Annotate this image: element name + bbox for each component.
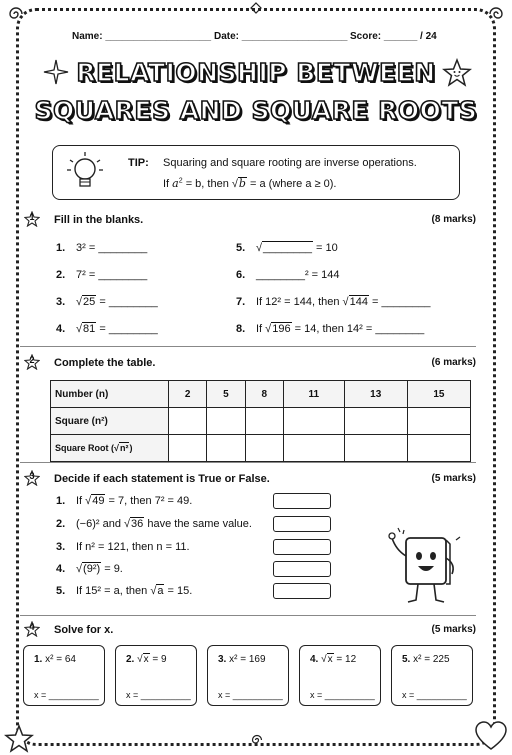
tf-answer-box-2[interactable] [273, 516, 331, 532]
fill-item-2[interactable]: 2. 7² = ________ [56, 269, 148, 281]
fill-item-3[interactable]: 3. √25 = ________ [56, 296, 158, 308]
section-divider [20, 346, 476, 347]
section-divider [20, 462, 476, 463]
page-title-line-1: RELATIONSHIP BETWEEN [76, 58, 436, 87]
table-row-square [51, 408, 471, 435]
score-field[interactable]: Score: ______ / 24 [350, 31, 437, 42]
table-row-square-root [51, 435, 471, 462]
tf-statement-1: 1. If √49 = 7, then 7² = 49. [56, 495, 193, 507]
row-label-square: Square (n²) [51, 408, 169, 435]
star-icon [4, 724, 34, 754]
section-divider [20, 615, 476, 616]
section-1-title: Fill in the blanks. [54, 214, 144, 226]
fill-item-4[interactable]: 4. √81 = ________ [56, 323, 158, 335]
answer-cell[interactable] [283, 435, 344, 462]
solve-problem-3: 3. x² = 169 [218, 654, 266, 665]
lightbulb-icon [64, 150, 106, 195]
solve-answer-4[interactable]: x = __________ [310, 690, 375, 700]
solve-answer-1[interactable]: x = __________ [34, 690, 99, 700]
tf-answer-box-3[interactable] [273, 539, 331, 555]
section-4-marks: (5 marks) [431, 624, 476, 635]
tf-statement-2: 2. (−6)² and √36 have the same value. [56, 518, 252, 530]
answer-cell[interactable] [283, 408, 344, 435]
solve-problem-5: 5. x² = 225 [402, 654, 450, 665]
tf-answer-box-1[interactable] [273, 493, 331, 509]
solve-answer-2[interactable]: x = __________ [126, 690, 191, 700]
answer-cell[interactable] [407, 408, 470, 435]
name-field[interactable]: Name: ___________________ [72, 31, 212, 42]
table-cell: 8 [245, 381, 283, 408]
solve-box-3[interactable] [207, 645, 289, 706]
answer-cell[interactable] [344, 408, 407, 435]
table-cell: 11 [283, 381, 344, 408]
section-4-number: 4 [29, 622, 35, 632]
solve-box-4[interactable] [299, 645, 381, 706]
answer-cell[interactable] [245, 435, 283, 462]
tf-statement-5: 5. If 15² = a, then √a = 15. [56, 585, 193, 597]
solve-problem-1: 1. x² = 64 [34, 654, 76, 665]
heart-icon [474, 720, 508, 752]
fill-item-8[interactable]: 8. If √196 = 14, then 14² = ________ [236, 323, 425, 335]
solve-problem-4: 4. √x = 12 [310, 654, 357, 665]
table-row-number [51, 381, 471, 408]
section-2-marks: (6 marks) [431, 357, 476, 368]
solve-answer-3[interactable]: x = __________ [218, 690, 283, 700]
tip-text-line-2: If $a^2 = b$, then √b = a (where a ≥ 0). [163, 177, 337, 190]
row-label-square-root: Square Root (√n²) [51, 435, 169, 462]
smiling-star-icon [442, 58, 472, 88]
section-2-title: Complete the table. [54, 357, 156, 369]
sparkle-icon [42, 58, 70, 86]
section-4-title: Solve for x. [54, 624, 114, 636]
solve-box-5[interactable] [391, 645, 473, 706]
swirl-icon [4, 2, 28, 26]
answer-cell[interactable] [407, 435, 470, 462]
answer-cell[interactable] [344, 435, 407, 462]
table-cell: 15 [407, 381, 470, 408]
swirl-icon [484, 2, 508, 26]
answer-cell[interactable] [169, 408, 207, 435]
tf-answer-box-4[interactable] [273, 561, 331, 577]
answer-cell[interactable] [207, 408, 245, 435]
swirl-icon [248, 731, 266, 749]
tip-label: TIP: [128, 157, 149, 169]
tf-statement-4: 4. √(9²) = 9. [56, 563, 123, 575]
solve-answer-5[interactable]: x = __________ [402, 690, 467, 700]
tf-answer-box-5[interactable] [273, 583, 331, 599]
date-field[interactable]: Date: ___________________ [214, 31, 348, 42]
table-cell: 2 [169, 381, 207, 408]
fill-item-6[interactable]: 6. ________² = 144 [236, 269, 340, 281]
row-label-number: Number (n) [51, 381, 169, 408]
answer-cell[interactable] [207, 435, 245, 462]
solve-box-2[interactable] [115, 645, 197, 706]
fill-item-1[interactable]: 1. 3² = ________ [56, 242, 148, 254]
tip-box [52, 145, 460, 200]
square-mascot-icon [380, 526, 470, 610]
tip-text-line-1: Squaring and square rooting are inverse operations. [163, 157, 417, 169]
diamond-icon [247, 2, 265, 14]
section-1-marks: (8 marks) [431, 214, 476, 225]
section-2-number: 2 [29, 355, 35, 365]
table-cell: 13 [344, 381, 407, 408]
fill-item-7[interactable]: 7. If 12² = 144, then √144 = ________ [236, 296, 431, 308]
section-1-number: 1 [29, 212, 35, 222]
tf-statement-3: 3. If n² = 121, then n = 11. [56, 541, 190, 553]
section-3-title: Decide if each statement is True or False. [54, 473, 270, 485]
solve-problem-2: 2. √x = 9 [126, 654, 167, 665]
fill-item-5[interactable]: 5. √________ = 10 [236, 242, 338, 254]
solve-box-1[interactable] [23, 645, 105, 706]
answer-cell[interactable] [245, 408, 283, 435]
answer-cell[interactable] [169, 435, 207, 462]
squares-table [50, 380, 471, 462]
section-3-number: 3 [29, 471, 35, 481]
table-cell: 5 [207, 381, 245, 408]
page-title-line-2: SQUARES AND SQUARE ROOTS [34, 96, 478, 125]
section-3-marks: (5 marks) [431, 473, 476, 484]
